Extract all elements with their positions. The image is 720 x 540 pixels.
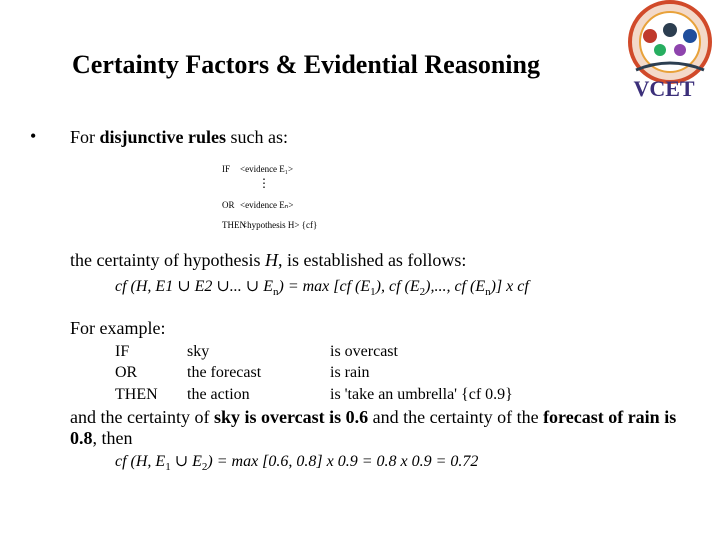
example-kw-then: THEN [115,386,158,403]
logo-text: VCET [633,76,695,100]
para-b1: sky is overcast is 0.6 [213,407,369,427]
f1-b: E2 [190,278,217,295]
union-icon: ∪ [174,453,189,470]
example-kw-if: IF [115,343,130,360]
f2-sub-2: 2 [201,461,208,474]
rule-then-label: THEN [222,220,246,230]
f2-b: E [188,453,202,470]
bullet-tail: such as: [226,127,289,147]
example-value-rain: is rain [330,364,370,381]
f1-c: ... [229,278,246,295]
f1-d: E [259,278,273,295]
example-kw-or: OR [115,364,138,381]
example-formula [115,451,478,473]
f1-g: ),..., cf (E [425,278,486,295]
example-subject-forecast: the forecast [187,364,262,381]
certainty-lead: the certainty of hypothesis [70,250,265,270]
f1-h: )] x cf [490,278,529,295]
f2-c: ) = max [0.6, 0.8] x 0.9 = 0.8 x 0.9 = 0.72 [207,453,479,470]
certainty-line [70,250,466,271]
f1-sub-2: 2 [419,286,426,299]
certainty-tail: , is established as follows: [277,250,467,270]
rule-if-text: <evidence E₁> [240,164,294,174]
slide-title: Certainty Factors & Evidential Reasoning [72,50,540,79]
f1-sub-n2: n [485,286,491,299]
f1-e: ) = max [cf (E [278,278,371,295]
union-icon: ∪ [216,278,230,295]
certainty-var: H [264,250,278,270]
f2-sub-1: 1 [165,461,171,474]
bullet-text [70,127,288,148]
para-p1: and the certainty of [70,407,214,427]
rule-or-text: <evidence Eₙ> [240,200,294,210]
f1-a: cf (H, E1 [115,278,178,295]
bullet-icon: • [30,126,37,146]
para-b2: forecast of rain is 0.8 [70,407,677,448]
bullet-bold: disjunctive rules [99,127,227,147]
f1-sub-1: 1 [370,286,376,299]
example-paragraph [70,407,690,449]
f1-sub-n1: n [272,286,279,299]
example-value-overcast: is overcast [330,343,398,360]
vcet-logo [606,0,720,100]
para-p2: and the certainty of the [368,407,544,427]
rule-then-text: <hypothesis H> {cf} [242,220,318,230]
disjunctive-rule-image [218,158,318,238]
para-p3: , then [92,428,133,448]
union-icon: ∪ [245,278,260,295]
example-subject-action: the action [187,386,250,403]
example-value-umbrella: is 'take an umbrella' {cf 0.9} [330,386,513,403]
bullet-lead: For [70,127,100,147]
f2-a: cf (H, E [115,453,166,470]
rule-or-label: OR [222,200,235,210]
example-subject-sky: sky [187,343,210,360]
rule-if-label: IF [222,164,231,174]
disjunctive-formula [115,276,529,298]
f1-f: ), cf (E [375,278,420,295]
for-example-label: For example: [70,318,166,338]
rule-dots: ⋮ [258,176,270,190]
union-icon: ∪ [177,278,191,295]
